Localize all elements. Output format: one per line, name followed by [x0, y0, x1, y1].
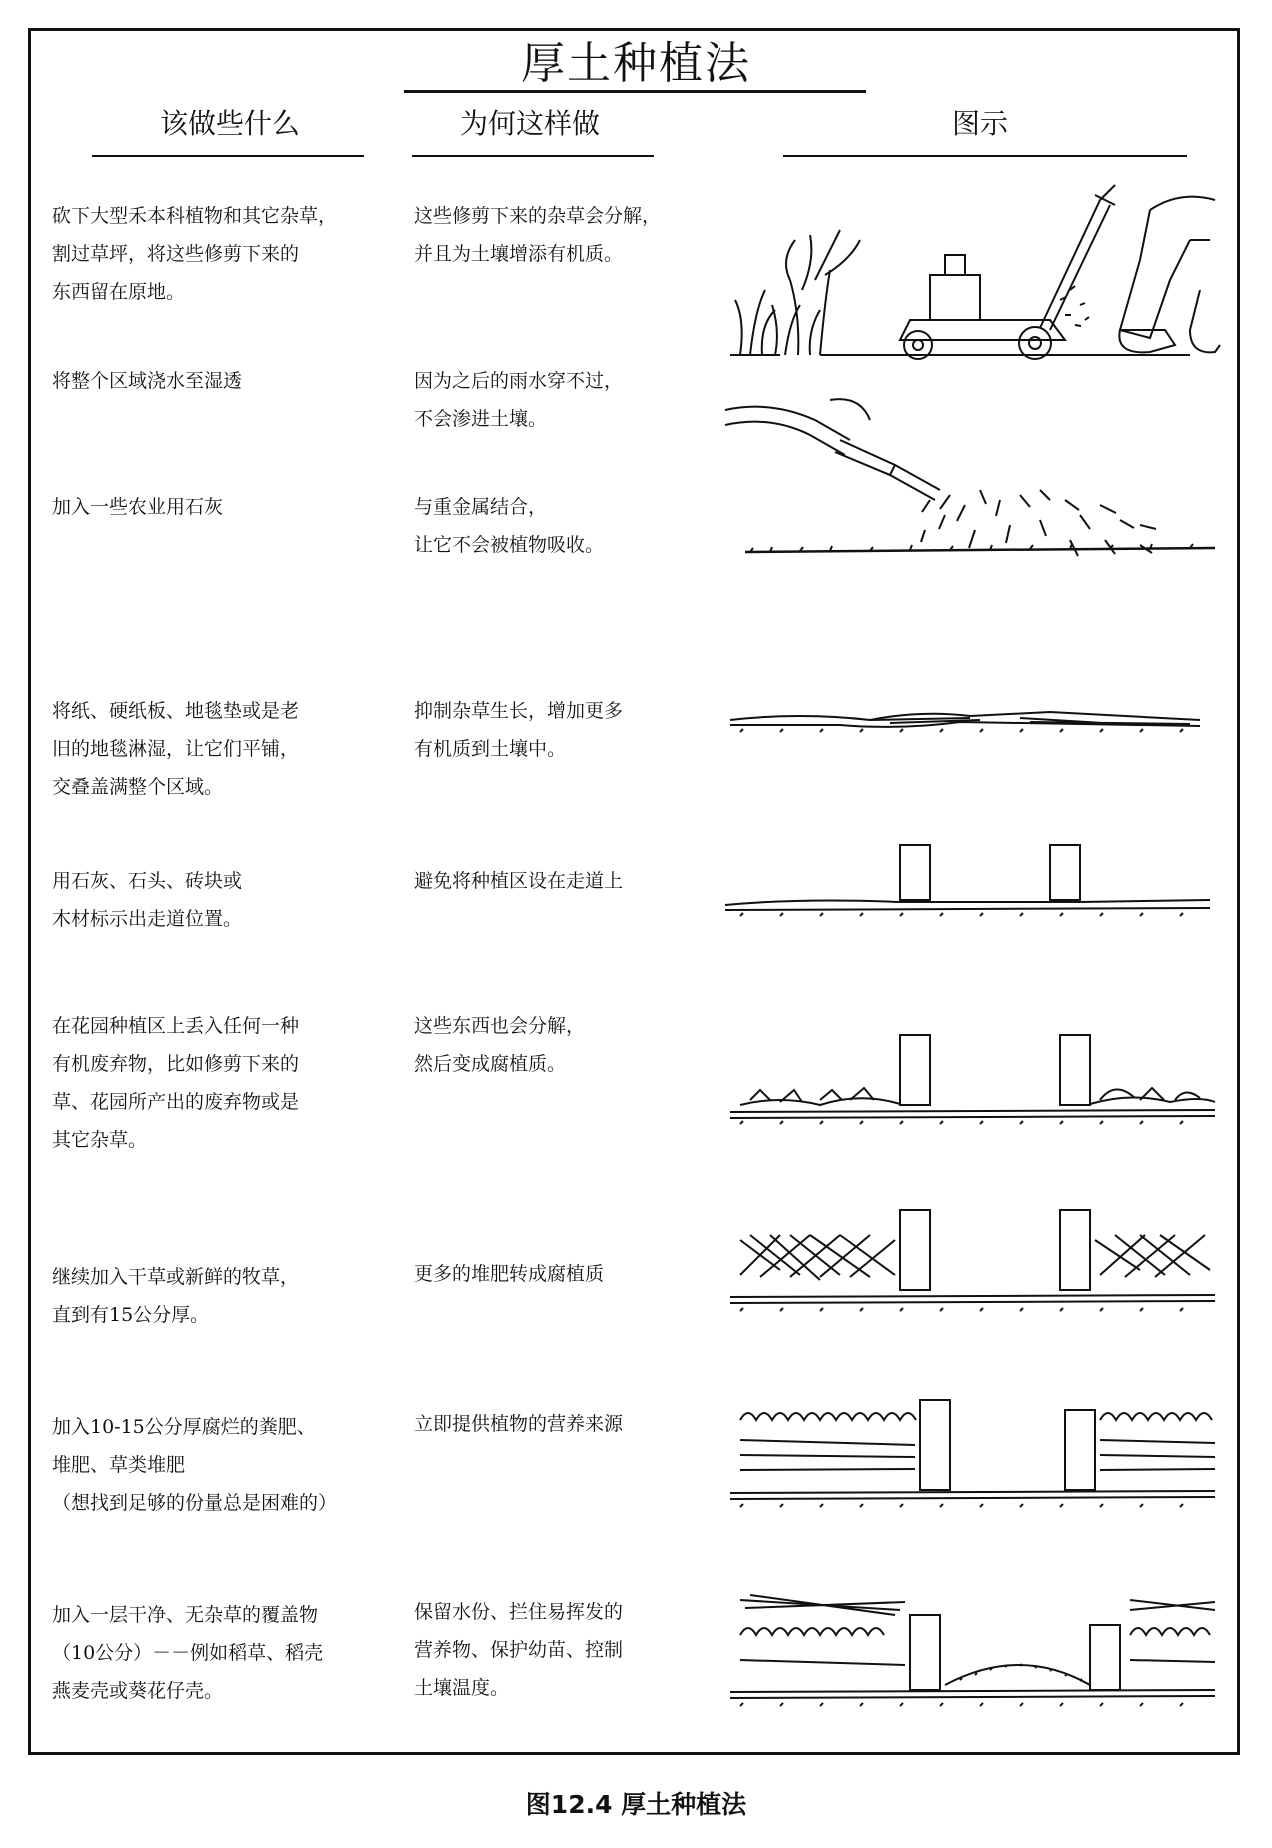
column-header-diagram: 图示 [951, 107, 1008, 140]
organic-waste-icon [720, 1030, 1220, 1130]
column-underline-why [412, 155, 654, 157]
garden-hose-icon [720, 380, 1220, 560]
step-5-why: 避免将种植区设在走道上 [414, 870, 624, 892]
page-title: 厚土种植法 [521, 38, 751, 89]
step-9-what: 加入一层干净、无杂草的覆盖物 （10公分）－－例如稻草、稻壳 燕麦壳或葵花仔壳。 [52, 1604, 324, 1702]
title-underline [404, 90, 866, 93]
column-header-why: 为何这样做 [459, 107, 600, 140]
step-9-why: 保留水份、拦住易挥发的 营养物、保护幼苗、控制 土壤温度。 [414, 1601, 624, 1699]
step-2-why: 因为之后的雨水穿不过， 不会渗进土壤。 [414, 370, 624, 430]
hay-layer-icon [720, 1205, 1220, 1315]
column-underline-diagram [783, 155, 1187, 157]
step-3-what: 加入一些农业用石灰 [52, 496, 224, 518]
step-1-what: 砍下大型禾本科植物和其它杂草， 割过草坪，将这些修剪下来的 东西留在原地。 [52, 205, 338, 303]
step-6-why: 这些东西也会分解， 然后变成腐植质。 [414, 1015, 586, 1075]
step-3-why: 与重金属结合， 让它不会被植物吸收。 [414, 496, 605, 556]
step-1-why: 这些修剪下来的杂草会分解， 并且为土壤增添有机质。 [414, 205, 662, 265]
path-markers-icon [720, 840, 1220, 920]
mulch-layer-icon [720, 1590, 1220, 1710]
step-7-why: 更多的堆肥转成腐植质 [414, 1263, 605, 1285]
step-8-why: 立即提供植物的营养来源 [414, 1413, 624, 1435]
figure-caption: 图12.4 厚土种植法 [525, 1790, 747, 1819]
step-2-what: 将整个区域浇水至湿透 [52, 370, 243, 392]
step-5-what: 用石灰、石头、砖块或 木材标示出走道位置。 [52, 870, 243, 930]
compost-layer-icon [720, 1395, 1220, 1510]
cardboard-layer-icon [720, 690, 1220, 740]
column-header-what: 该做些什么 [159, 107, 300, 140]
step-6-what: 在花园种植区上丢入任何一种 有机废弃物，比如修剪下来的 草、花园所产出的废弃物或是 其它杂草。 [52, 1015, 300, 1151]
step-4-why: 抑制杂草生长，增加更多 有机质到土壤中。 [414, 700, 624, 760]
step-4-what: 将纸、硬纸板、地毯垫或是老 旧的地毯淋湿，让它们平铺， 交叠盖满整个区域。 [52, 700, 300, 798]
step-7-what: 继续加入干草或新鲜的牧草， 直到有15公分厚。 [52, 1266, 300, 1326]
ground-icon [720, 540, 730, 550]
column-underline-what [92, 155, 364, 157]
step-8-what: 加入10-15公分厚腐烂的粪肥、 堆肥、草类堆肥 （想找到足够的份量总是困难的） [52, 1416, 338, 1514]
lawn-mower-icon [720, 180, 1220, 360]
